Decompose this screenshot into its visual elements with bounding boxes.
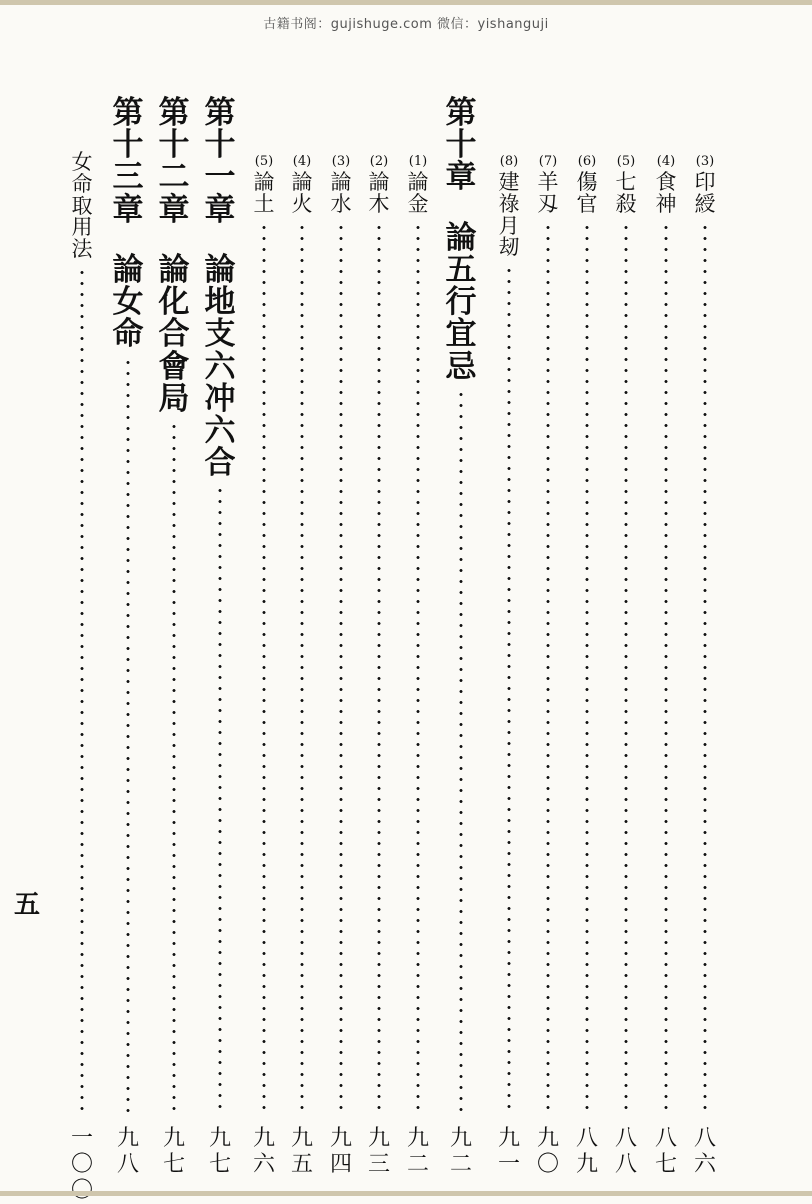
entry-page-number: 九 〇 — [536, 1126, 559, 1177]
entry-page-number: 一 〇 — [70, 1126, 93, 1177]
entry-title: 第 十 章 論 五 行 宜 忌 — [445, 95, 477, 385]
dot-leader — [300, 222, 304, 1114]
entry-page-number: 九 三 — [367, 1126, 390, 1177]
entry-number: (8) — [499, 154, 519, 169]
dot-leader — [339, 222, 343, 1114]
entry-title: 第 十 一 章 論 地 支 六 冲 六 合 — [204, 95, 236, 482]
toc-entry-luntu — [239, 155, 289, 1114]
entry-number: (4) — [292, 154, 312, 169]
entry-title: 第 十 二 章 論 化 合 會 局 — [158, 95, 190, 417]
dot-leader — [416, 222, 420, 1114]
entry-title: 論 金 — [407, 170, 429, 216]
entry-page-number: 九 二 — [449, 1126, 472, 1177]
entry-number: (7) — [538, 154, 558, 169]
dot-leader — [459, 389, 463, 1114]
entry-page-number: 九 二 — [406, 1126, 429, 1177]
dot-leader — [703, 222, 707, 1114]
entry-page-number: 八 七 — [654, 1126, 677, 1177]
entry-title: 食 神 — [655, 170, 677, 216]
dot-leader — [377, 222, 381, 1114]
entry-number: (4) — [656, 154, 676, 169]
entry-page-number: 九 八 — [116, 1126, 139, 1177]
dot-leader — [172, 421, 176, 1114]
dot-leader — [80, 267, 84, 1114]
entry-title: 傷 官 — [576, 170, 598, 216]
entry-page-number: 九 四 — [329, 1126, 352, 1177]
dot-leader — [546, 222, 550, 1114]
entry-page-number: 九 五 — [290, 1126, 313, 1177]
toc-entry-ch11 — [195, 97, 245, 1114]
entry-number: (6) — [577, 154, 597, 169]
entry-page-number: 八 八 — [614, 1126, 637, 1177]
entry-page-number: 九 七 — [208, 1126, 231, 1177]
entry-number: (1) — [408, 154, 428, 169]
entry-number: (3) — [331, 154, 351, 169]
entry-title: 七 殺 — [615, 170, 637, 216]
entry-page-number: 八 九 — [575, 1126, 598, 1177]
page-top-border — [0, 0, 812, 5]
dot-leader — [507, 265, 511, 1114]
toc-entry-ch12 — [149, 97, 199, 1114]
entry-title: 羊 刄 — [537, 170, 559, 216]
toc-entry-ch10 — [436, 97, 486, 1114]
entry-number: (3) — [695, 154, 715, 169]
entry-page-number: 九 七 — [162, 1126, 185, 1177]
toc-entry-ch13 — [103, 97, 153, 1114]
toc-entry-nvming — [57, 152, 107, 1114]
entry-title: 印 綬 — [694, 170, 716, 216]
entry-number: (2) — [369, 154, 389, 169]
entry-title: 論 土 — [253, 170, 275, 216]
page-bottom-border — [0, 1191, 812, 1196]
folio-page-number: 五 — [14, 890, 41, 920]
entry-number: (5) — [254, 154, 274, 169]
dot-leader — [624, 222, 628, 1114]
dot-leader — [218, 485, 222, 1114]
dot-leader — [126, 357, 130, 1114]
entry-number: (5) — [616, 154, 636, 169]
watermark-text: 古籍书阁：gujishuge.com 微信：yishanguji — [263, 17, 549, 32]
entry-title: 女 命 取 用 法 — [71, 150, 93, 262]
entry-title: 建 祿 月 刼 — [498, 170, 520, 260]
dot-leader — [585, 222, 589, 1114]
entry-page-number: 八 六 — [693, 1126, 716, 1177]
entry-title: 論 水 — [330, 170, 352, 216]
toc-entry-jianlu — [484, 155, 534, 1114]
dot-leader — [262, 222, 266, 1114]
entry-page-number: 九 一 — [497, 1126, 520, 1177]
entry-title: 論 木 — [368, 170, 390, 216]
dot-leader — [664, 222, 668, 1114]
entry-page-number: 九 六 — [252, 1126, 275, 1177]
entry-title: 論 火 — [291, 170, 313, 216]
entry-title: 第 十 三 章 論 女 命 — [112, 95, 144, 353]
